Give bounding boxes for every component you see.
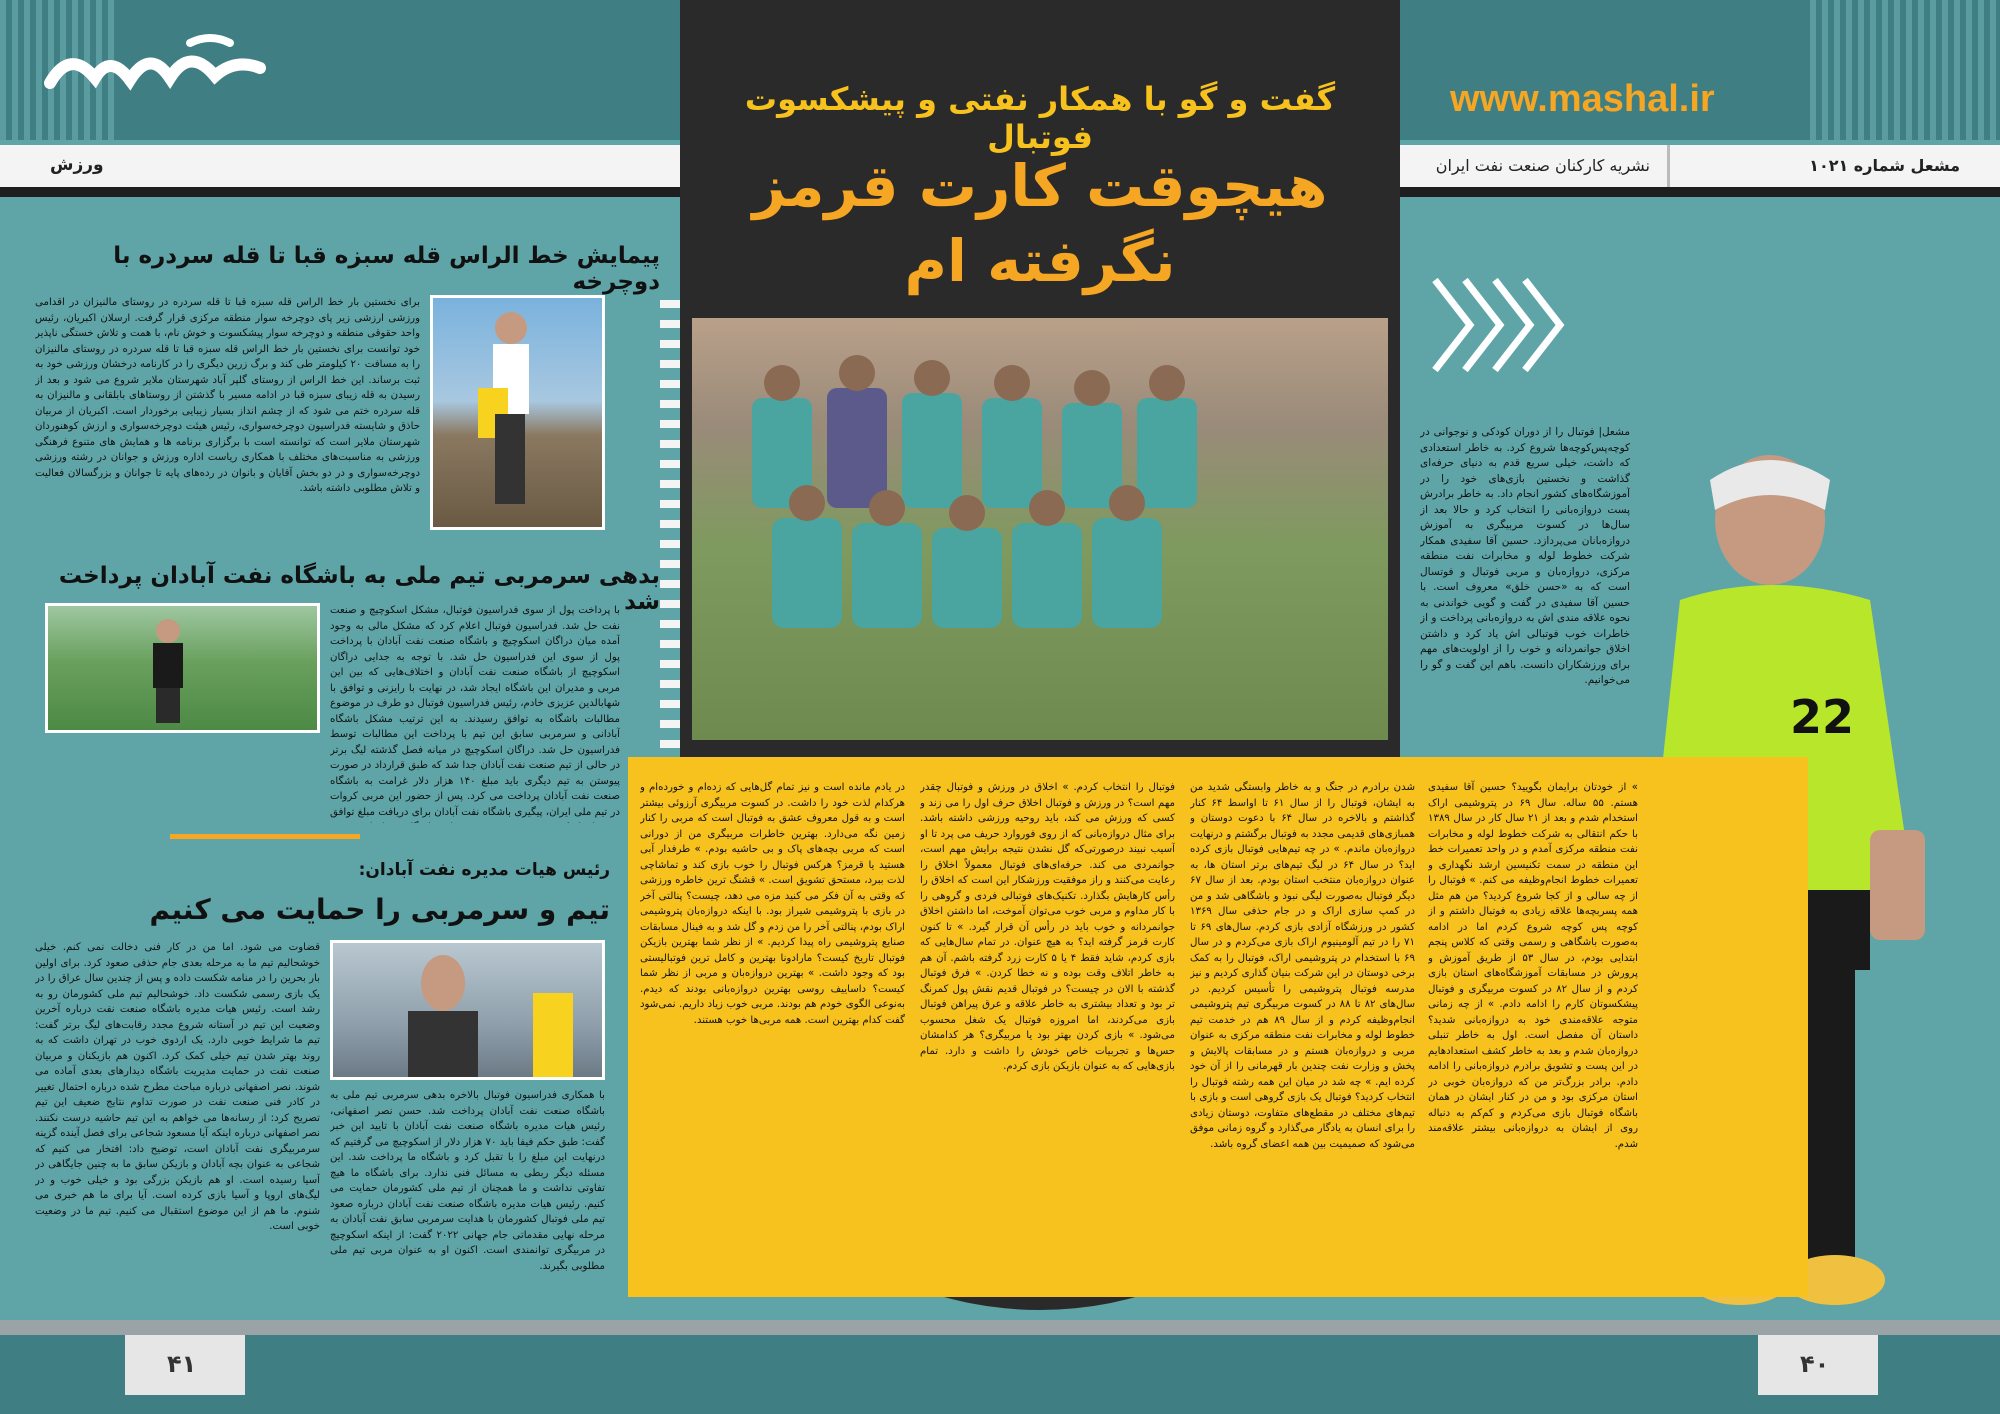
- feature-title-line2: نگرفته ام: [904, 227, 1176, 295]
- header-divider: [1667, 145, 1670, 187]
- feature-intro: مشعل| فوتبال را از دوران کودکی و نوجوانی در کوچه‌پس‌کوچه‌ها شروع کرد. به خاطر استعدادی که داشت، خیلی سریع قدم به دنیای حرفه‌ای گذاشت و نخستین بازی‌های خود را در آموزشگاه‌های کشور انجام داد. به خاطر برادرش پست دروازه‌بانی را انتخاب کرد و حالا بعد از سال‌ها در کسوت مربیگری به آموزش دروازه‌بانان می‌پردازد. حسین آقا سفیدی همکار شرکت خطوط لوله و مخابرات نفت منطقه مرکزی، دروازه‌بان و مربی فوتبال و فوتسال است که به «حسن خلق» معروف است. با حسین آقا سفیدی در گفت و گویی خواندنی به نحوه علاقه مندی اش به دروازه‌بانی پرداخت و از خاطرات خوب فوتبالی اش یاد کرد و داشتن اخلاق جوانمردانه و خوب را از اولویت‌های مهم برای ورزشکاران دانست. باهم این گفت و گو را می‌خوانیم.: [1420, 426, 1630, 686]
- right-header-bar: [1398, 145, 2000, 187]
- chevron-decoration: [1425, 270, 1565, 380]
- jersey-number: 22: [1790, 690, 1855, 744]
- article3-photo: [330, 940, 605, 1080]
- interview-column-1: » از خودتان برایمان بگویید؟ حسین آقا سفیدی هستم. ۵۵ ساله. سال ۶۹ در پتروشیمی اراک استخدام شدم و بعد از ۲۱ سال کار در سال ۱۳۸۹ با حکم انتقالی به شرکت خطوط لوله و مخابرات نفت منطقه مرکزی آمدم و در واحد تعمیرات خط این منطقه در سمت تکنیسین ارشد نگهداری و تعمیرات خطوط انجام‌وظیفه می کنم. » فوتبال را از چه سالی و از کجا شروع کردید؟ من هم مثل همه پسربچه‌ها علاقه زیادی به فوتبال داشتم و از کوچه پس کوچه شروع کردم اما در ادامه به‌صورت باشگاهی و رسمی وقتی که کلاس پنجم ابتدایی بودم، در سال ۵۳ از طریق آموزش و پرورش در مسابقات آموزشگاه‌های استان بازی کردم و از سال ۸۲ در کسوت مربیگری و فوتبال پیشکسوتان کارم را ادامه دادم. » از چه زمانی متوجه علاقه‌مندی خود به دروازه‌بانی شدید؟ داستان آن مفصل است. اول به خاطر تنبلی دروازه‌بان شدم و بعد به خاطر کشف استعدادهایم در این پست و تشویق برادرم دروازه‌بانی را ادامه دادم. برادر بزرگ‌تر من که دروازه‌بان خوبی در استان مرکزی بود و من در کنار ایشان در همان باشگاه فوتبال بازی می‌کردم و کم‌کم به دنباله روی از ایشان به دروازه‌بانی بیشتر علاقه‌مند شدم.: [1428, 782, 1638, 1150]
- feature-kicker: گفت و گو با همکار نفتی و پیشکسوت فوتبال: [744, 80, 1336, 156]
- right-header-underline: [1398, 187, 2000, 197]
- footer-line: [0, 1320, 2000, 1335]
- publisher-name: نشریه کارکنان صنعت نفت ایران: [1435, 156, 1650, 175]
- interview-column-4: در یادم مانده است و نیز تمام گل‌هایی که زده‌ام و خورده‌ام و هرکدام لذت خود را داشت. در کسوت مربیگری آرزوئی بیشتر است و به قول معروف عشق به فوتبال است که مربی را کنار زمین نگه می‌دارد. بهترین خاطرات مربیگری من از دورانی است که مربی بچه‌های پاک و بی حاشیه بودم. » طرفدار آبی هستید یا قرمز؟ هرکس فوتبال را خوب بازی کند و تماشاچی لذت ببرد، مستحق تشویق است. » قشنگ ترین خاطره ورزشی که وقتی به آن فکر می کنید مزه می دهد، چیست؟ پنالتی آخر در بازی با پتروشیمی شیراز بود. با اینکه دروازه‌بان پتروشیمی اراک بودم، پنالتی آخر را من زدم و گل شد و به فینال مسابقات صنایع پتروشیمی راه پیدا کردیم. » از نظر شما بهترین بازیکن فوتبال تاریخ کیست؟ مارادونا بهترین و کامل ترین فوتبالیستی بود که وجود داشت. » بهترین دروازه‌بان و مربی از نظر شما کیست؟ داساییف روسی بهترین دروازه‌بانی بودند که دیدم. به‌نوعی الگوی خودم هم بودند. مربی خوب زیاد داریم. نمی‌شود گفت کدام بهترین است. همه مربی‌ها خوب هستند.: [640, 782, 905, 1026]
- article3-body-right: قضاوت می شود. اما من در کار فنی دخالت نمی کنم. خیلی خوشحالیم تیم ما به مرحله بعدی جام حذفی صعود کرد. برای اولین بار بحرین را در منامه شکست داده و پس از چندین سال عراق را در یک بازی رسمی شکست داد. خوشحالیم تیم ملی کشورمان رو به رشد است. رئیس هیات مدیره باشگاه صنعت نفت درباره آخرین وضعیت این تیم در آستانه شروع مجدد رقابت‌های لیگ برتر گفت: تیم ما شرایط خوبی دارد. یک اردوی خوب در تهران داشت که به روند بهتر شدن تیم خیلی کمک کرد. اکنون هم بازیکنان و مربیان صنعت نفت در حمایت مدیریت باشگاه دیدارهای بعدی آماده می شوند. نصر اصفهانی درباره مباحث مطرح شده درباره احتمال تغییر در کادر فنی صنعت نفت در صورت تداوم نتایج ضعیف این تیم تصریح کرد: از رسانه‌ها می خواهم به این تیم حاشیه درست نکنند. نصر اصفهانی درباره اینکه آیا مسعود شجاعی برای فصل آینده گزینه سرمربیگری نفت آبادان است، توضیح داد: افتخار می کنیم که شجاعی به عنوان بچه آبادان و بازیکن سابق ما به چنین جایگاهی در آسیا رسیده است. او هم بازیکن بزرگی بود و خیلی خوب و در لیگ‌های اروپا و آسیا بازی کرده است. آیا برای ما هم خبری می شنوم. ما هم از این موضوع استقبال می کنیم. تیم ما در وضعیت خوبی است.: [35, 942, 320, 1232]
- left-header-bar: [0, 145, 680, 187]
- feature-title-line1: هیچوقت کارت قرمز: [752, 152, 1328, 220]
- interview-column-3: فوتبال را انتخاب کردم. » اخلاق در ورزش و فوتبال چقدر مهم است؟ در ورزش و فوتبال اخلاق حرف اول را می زند و کسی که ورزش می کند، باید روحیه ورزشی داشته باشد. برای مثال دروازه‌بانی که از روی فوروارد حریف می پرد تا او آسیب نبیند درصورتی‌که گل نشدن نتیجه برایش مهم است، جوانمردی می کند. حرفه‌ای‌های فوتبال معمولاً اخلاق را رعایت می‌کنند و راز موفقیت ورزشکار این است که اخلاق را رأس کارهایش بگذارد. تکنیک‌های فوتبالی فردی و گروهی را با کار مداوم و مربی خوب می‌توان آموخت، اما داشتن اخلاق جوانمردانه و خوب باید در رأس آن قرار گیرد. » تا کنون کارت قرمز گرفته اید؟ به هیچ عنوان. در تمام سال‌هایی که بازی کردم، شاید فقط ۴ یا ۵ کارت زرد گرفته باشم. آن هم به خاطر اتلاف وقت بوده و نه خطا کردن. » فرق فوتبال گذشته با الان در چیست؟ در فوتبال قدیم نقش پول کمرنگ تر بود و تعداد بیشتری به خاطر علاقه و عرق پیراهن فوتبال بازی می‌کردند، اما امروزه فوتبال یک شغل محسوب می‌شود. » بازی کردن بهتر بود یا مربیگری؟ هر کدامشان حس‌ها و تجربیات خاص خودش را داشت و دارد. تمام بازی‌هایی که به عنوان بازیکن بازی کردم.: [920, 782, 1175, 1072]
- chevron-right-icon: [1425, 270, 1565, 380]
- page-number-left: ۴۱: [167, 1350, 197, 1378]
- article-separator: [170, 834, 360, 839]
- team-photo-figures: [692, 318, 1388, 740]
- article1-body: برای نخستین بار خط الراس قله سبزه قبا تا قله سردره در روستای مالنیزان در اقدامی ورزشی ارزشی زیر پای دوچرخه سوار منطقه مرکزی قرار گرفت. ارسلان اکبریان، رئیس واحد حقوقی منطقه و دوچرخه سوار پیشکسوت و خوش نام، با همت و تلاش خستگی ناپذیر خود توانست برای نخستین بار خط الراس قله سبزه قبا تا قله سردره در روستای مالنیزان را به مسافت ۲۰ کیلومتر طی کند و برگ زرین دیگری را در کارنامه درخشان ورزشی خود به ثبت برساند. این خط الراس از روستای گلپر آباد شهرستان ملایر شروع می شود و بعد از رسیدن به قله زیبای سبزه قبا در ادامه مسیر با گذشتن از روستاهای بابلقانی و مالنیزان به قله سردره ختم می شود که از چشم انداز بسیار زیبایی برخوردار است. اکبریان از مربیان حاذق و شایسته فدراسیون دوچرخه‌سواری، رئیس هیئت دوچرخه‌سواری و ارزش کوهنوردان شهرستان ملایر است که توانسته است با برگزاری برنامه ها و همایش های متنوع فرهنگی ورزشی به مناسبت‌های مختلف با همکاری ریاست اداره ورزش و جوانان در رشته ورزشی دوچرخه‌سواری و در دو بخش آقایان و بانوان در رده‌های پایه تا جوانان و بزرگسالان فعالیت و تلاش مطلوبی داشته باشد.: [35, 297, 420, 494]
- article2-title: بدهی سرمربی تیم ملی به باشگاه نفت آبادان پرداخت شد: [58, 563, 660, 615]
- article1-title: پیمایش خط الراس قله سبزه قبا تا قله سردره با دوچرخه: [113, 243, 660, 295]
- left-header-underline: [0, 187, 680, 197]
- article2-body-top: با پرداخت پول از سوی فدراسیون فوتبال، مشکل اسکوچیچ و صنعت نفت حل شد. فدراسیون فوتبال اعلام کرد که مشکل مالی به وجود آمده میان دراگان اسکوچیچ و باشگاه صنعت نفت آبادان با پرداخت پول از سوی این فدراسیون حل شد. با توجه به جدایی دراگان اسکوچیچ از باشگاه صنعت نفت آبادان و اختلاف‌هایی که بین این مربی و مدیران این باشگاه ایجاد شد، در نهایت با رایزنی و توافق با شهابالدین عزیزی خادم، رئیس فدراسیون فوتبال دو طرف در موضوع مطالبات باشگاه به توافق رسیدند. به این ترتیب مشکل باشگاه آبادانی و سرمربی سابق این تیم با پرداخت این مطالبات توسط فدراسیون حل شد. دراگان اسکوچیچ در میانه فصل گذشته لیگ برتر در حالی از تیم صنعت نفت آبادان جدا شد که طبق قرارداد در صورت پیوستن به تیم دیگری باید مبلغ ۱۴۰ هزار دلار غرامت به باشگاه صنعت نفت آبادان پرداخت می کرد. پس از حضور این مربی کروات در تیم ملی ایران، پیگیری باشگاه نفت آبادان برای دریافت مبلغ توافق: [330, 605, 620, 818]
- article3-body-left: با همکاری فدراسیون فوتبال بالاخره بدهی سرمربی تیم ملی به باشگاه صنعت نفت آبادان پرداخت شد. حسن نصر اصفهانی، رئیس هیات مدیره باشگاه صنعت نفت آبادان با تایید این خبر گفت: طبق حکم فیفا باید ۷۰ هزار دلار از اسکوچیچ می گرفتیم که درنهایت این مبلغ را با تقبل کرد و باشگاه ما پرداخت شد. این مسئله دیگر ربطی به مسائل فنی ندارد. برای باشگاه ما هیچ تفاوتی نداشت و ما همچنان از تیم ملی کشورمان حمایت می کنیم. رئیس هیات مدیره باشگاه صنعت نفت آبادان درباره صعود تیم ملی فوتبال کشورمان با هدایت سرمربی سابق نفت آبادان به مرحله نهایی مقدماتی جام جهانی ۲۰۲۲ گفت: از اینکه اسکوچیچ در مربیگری توانمندی است. اکنون او به عنوان مربی تیم ملی مطلوبی بگیرند.: [330, 1090, 605, 1272]
- article2-photo: [45, 603, 320, 733]
- cyclist-figure: [433, 298, 602, 527]
- mashal-logo: [40, 28, 270, 108]
- page-number-right: ۴۰: [1800, 1350, 1830, 1378]
- page-number-left-box: [125, 1335, 245, 1395]
- dashed-divider: [660, 300, 680, 760]
- mashal-logo-icon: [40, 28, 270, 108]
- coach-figure: [48, 606, 317, 730]
- official-figure: [333, 943, 602, 1077]
- article3-kicker: رئیس هیات مدیره نفت آبادان:: [358, 860, 610, 880]
- website-url[interactable]: www.mashal.ir: [1450, 78, 1715, 120]
- issue-number: مشعل شماره ۱۰۲۱: [1809, 156, 1960, 175]
- interview-column-2: شدن برادرم در جنگ و به خاطر وابستگی شدید من به ایشان، فوتبال را از سال ۶۱ تا اواسط ۶۴ کنار گذاشتم و بالاخره در سال ۶۴ با دعوت دوستان و همبازی‌های قدیمی مجدد به فوتبال برگشتم و درنهایت دروازه‌بان ماندم. » در چه تیم‌هایی فوتبال بازی کرده اید؟ در سال ۶۴ در لیگ تیم‌های برتر استان ها، به عنوان دروازه‌بان منتخب استان بودم. بعد از سال ۶۷ دیگر فوتبال به‌صورت لیگی نبود و باشگاهی شد و من در کمپ سازی اراک و در جام حذفی سال ۱۳۶۹ کشور در ورزشگاه آزادی بازی کردم. سال‌های ۶۹ تا ۷۱ را در تیم آلومینیوم اراک بازی می‌کردم و در سال ۶۹ با استخدام در پتروشیمی اراک، فوتبال را به کمک برخی دوستان در این شرکت بنیان گذاری کردیم و نیز مدرسه فوتبال پتروشیمی را تأسیس کردیم. در سال‌های ۸۲ تا ۸۸ در کسوت مربیگری تیم پتروشیمی انجام‌وظیفه کردم و از سال ۸۹ هم در خدمت تیم خطوط لوله و مخابرات نفت منطقه مرکزی به عنوان مربی و دروازه‌بان هستم و در مسابقات پالایش و پخش و وزارت نفت چندین بار قهرمانی را از آن خود کرده ایم. » چه شد در میان این همه رشته فوتبال را انتخاب کردید؟ فوتبال یک بازی گروهی است و بازی با تیم‌های مختلف در مقطع‌های متفاوت، دوستان زیادی را برای انسان به یادگار می‌گذارد و گروه زمانی موفق می‌شود که صمیمیت بین همه اعضای گروه باشد.: [1190, 782, 1415, 1150]
- team-photo: [692, 318, 1388, 740]
- footer-band: [0, 1335, 2000, 1414]
- article3-title: تیم و سرمربی را حمایت می کنیم: [149, 893, 610, 926]
- article1-photo: [430, 295, 605, 530]
- top-right-stripes: [1810, 0, 2000, 140]
- page-number-right-box: [1758, 1335, 1878, 1395]
- section-label: ورزش: [50, 155, 104, 175]
